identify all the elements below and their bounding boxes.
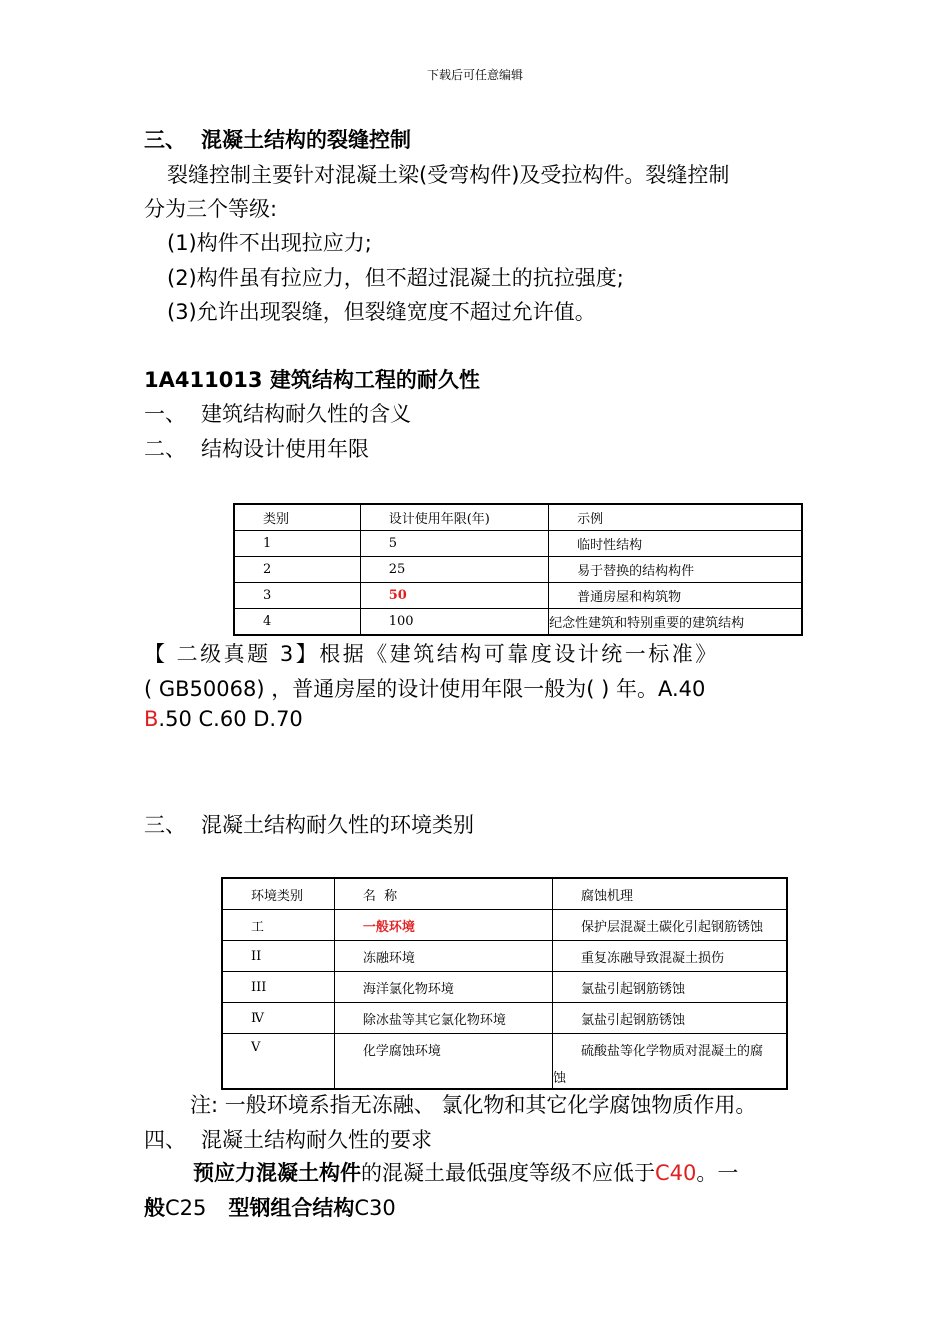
table-cell: III (222, 972, 334, 1003)
prestressed-term: 预应力混凝土构件 (193, 1161, 361, 1185)
table-cell-highlight: 一般环境 (334, 910, 552, 941)
table-cell: 普通房屋和构筑物 (549, 583, 802, 609)
table-row (222, 1034, 787, 1090)
table-cell: 易于替换的结构构件 (549, 557, 802, 583)
table-header-cell: 类别 (234, 504, 360, 531)
paragraph-line-1: 裂缝控制主要针对混凝土梁(受弯构件)及受拉构件。裂缝控制 (167, 163, 730, 187)
subsection-2-number: 二、 (144, 437, 186, 461)
subsection-3-number: 三、 (144, 813, 186, 837)
requirement-tail: 。一 (696, 1161, 739, 1185)
table-cell (552, 1034, 787, 1090)
table-header-row (234, 504, 802, 531)
table-header-row (222, 878, 787, 910)
table-cell: 临时性结构 (549, 531, 802, 557)
table-cell: V (222, 1034, 334, 1090)
table-row (222, 972, 787, 1003)
general-label: 般 (144, 1196, 165, 1220)
paragraph-line-2: 分为三个等级: (144, 197, 278, 221)
table-row (234, 531, 802, 557)
table-cell: 3 (234, 583, 360, 609)
table-cell: 化学腐蚀环境 (334, 1034, 552, 1090)
section-3-number: 三、 (144, 128, 186, 152)
table-row (234, 557, 802, 583)
table-row (222, 941, 787, 972)
table-cell: 氯盐引起钢筋锈蚀 (552, 1003, 787, 1034)
table-cell: 1 (234, 531, 360, 557)
table-cell: 海洋氯化物环境 (334, 972, 552, 1003)
table-row (234, 583, 802, 609)
table-cell: 5 (360, 531, 548, 557)
table-cell: 重复冻融导致混凝土损伤 (552, 941, 787, 972)
table-cell: 2 (234, 557, 360, 583)
table-header-cell: 名 称 (334, 878, 552, 910)
table-cell: 氯盐引起钢筋锈蚀 (552, 972, 787, 1003)
grade-c40: C40 (655, 1161, 697, 1185)
list-item-1: (1)构件不出现拉应力; (167, 231, 372, 255)
table-cell-line: 硫酸盐等化学物质对混凝土的腐 (580, 1044, 763, 1059)
question-line-1: 【 二级真题 3】根据《建筑结构可靠度设计统一标准》 (144, 642, 719, 666)
page-header: 下载后可任意编辑 (426, 68, 523, 82)
subsection-4-title: 混凝土结构耐久性的要求 (201, 1128, 432, 1152)
table-cell: 纪念性建筑和特别重要的建筑结构 (549, 609, 802, 636)
table-cell: 冻融环境 (334, 941, 552, 972)
question-line-3 (144, 707, 303, 731)
subsection-1-number: 一、 (144, 402, 186, 426)
steel-composite-label: 型钢组合结构 (228, 1196, 355, 1220)
table-note: 注: 一般环境系指无冻融、 氯化物和其它化学腐蚀物质作用。 (190, 1093, 757, 1117)
section-3-title: 混凝土结构的裂缝控制 (201, 128, 411, 152)
table-row (222, 1003, 787, 1034)
table-cell: 保护层混凝土碳化引起钢筋锈蚀 (552, 910, 787, 941)
table-cell: II (222, 941, 334, 972)
table-cell: Ⅳ (222, 1003, 334, 1034)
table-cell: 除冰盐等其它氯化物环境 (334, 1003, 552, 1034)
table-cell: 4 (234, 609, 360, 636)
list-item-2: (2)构件虽有拉应力，但不超过混凝土的抗拉强度; (167, 266, 624, 290)
requirement-line-1 (193, 1157, 738, 1187)
table-header-cell: 腐蚀机理 (552, 878, 787, 910)
grade-c30: C30 (354, 1196, 396, 1220)
answer-options: .50 C.60 D.70 (158, 707, 303, 731)
table-row (222, 910, 787, 941)
environment-class-table (221, 877, 788, 1090)
list-item-3: (3)允许出现裂缝，但裂缝宽度不超过允许值。 (167, 300, 596, 324)
table-cell: 工 (222, 910, 334, 941)
chapter-heading: 1A411013 建筑结构工程的耐久性 (144, 368, 480, 392)
service-life-table (233, 503, 803, 636)
table-cell-highlight: 50 (360, 583, 548, 609)
subsection-4-number: 四、 (144, 1128, 186, 1152)
table-header-cell: 设计使用年限(年) (360, 504, 548, 531)
subsection-3-title: 混凝土结构耐久性的环境类别 (201, 813, 474, 837)
table-header-cell: 环境类别 (222, 878, 334, 910)
table-cell: 25 (360, 557, 548, 583)
table-header-cell: 示例 (549, 504, 802, 531)
answer-b-letter: B (144, 707, 159, 731)
requirement-text: 的混凝土最低强度等级不应低于 (361, 1161, 655, 1185)
table-cell: 100 (360, 609, 548, 636)
requirement-line-2 (144, 1192, 396, 1222)
subsection-2-title: 结构设计使用年限 (201, 437, 369, 461)
subsection-1-title: 建筑结构耐久性的含义 (201, 402, 411, 426)
question-line-2: ( GB50068) ，普通房屋的设计使用年限一般为( ) 年。A.40 (144, 677, 706, 701)
table-row (234, 609, 802, 636)
grade-c25: C25 (165, 1196, 207, 1220)
table-cell-line: 蚀 (552, 1071, 566, 1086)
